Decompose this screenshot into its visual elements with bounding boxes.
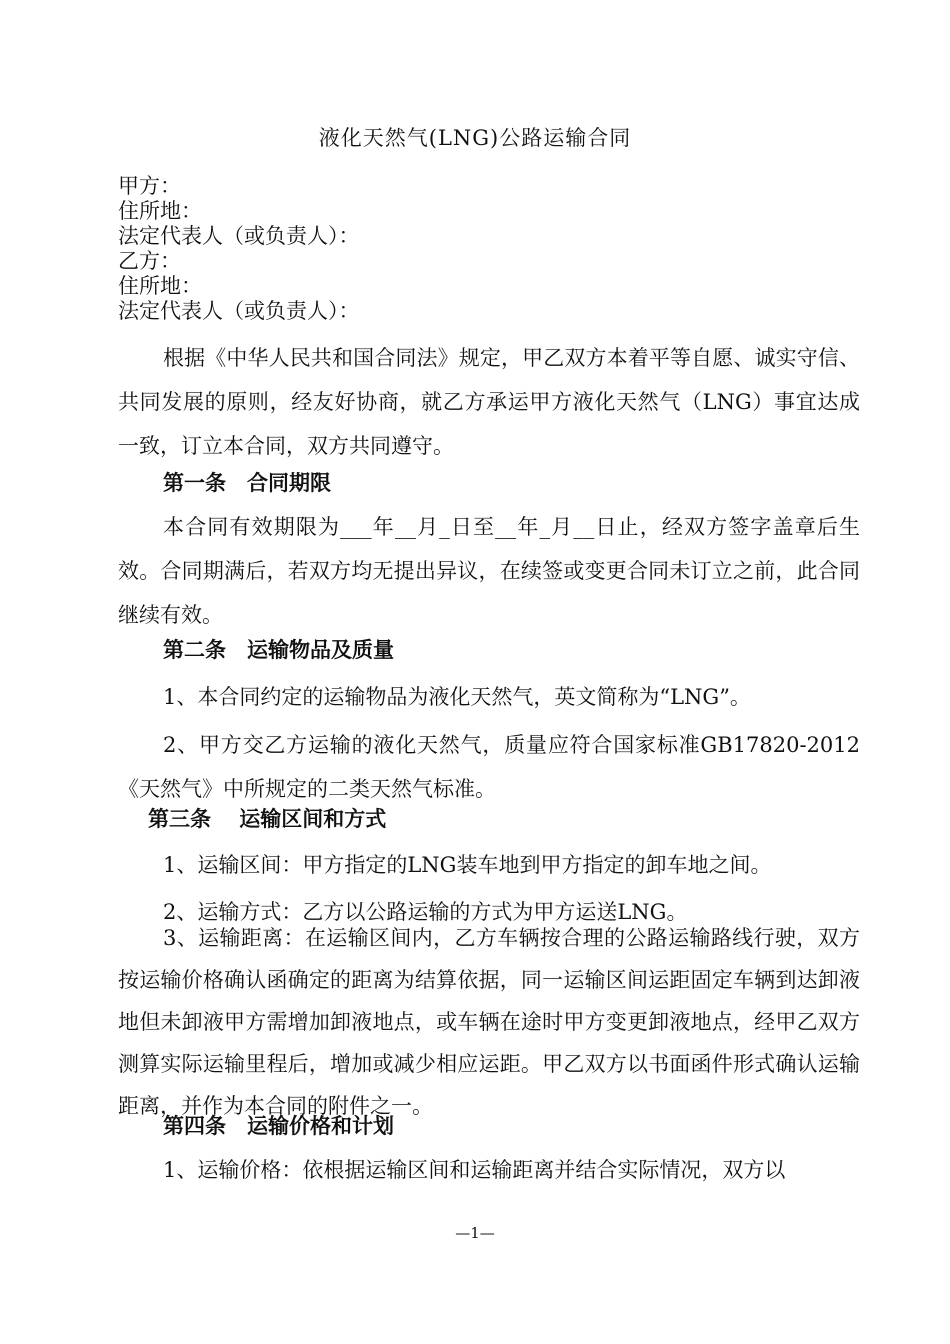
- page-number: —1—: [455, 1224, 495, 1242]
- article-3-heading: 第三条 运输区间和方式: [148, 807, 387, 831]
- party-a-label: 甲方：: [118, 174, 181, 198]
- party-a-address-label: 住所地：: [118, 199, 202, 223]
- article-1-text: 本合同有效期限为___年__月_日至__年_月__日止，经双方签字盖章后生效。合同期满后，若双方均无提出异议，在续签或变更合同未订立之前，此合同继续有效。: [118, 515, 860, 627]
- article-2-item-1: 1、本合同约定的运输物品为液化天然气，英文简称为“LNG”。: [163, 685, 751, 709]
- article-3-item-3: 3、运输距离：在运输区间内，乙方车辆按合理的公路运输路线行驶，双方按运输价格确认函确定的距离为结算依据，同一运输区间运距固定车辆到达卸液地但未卸液甲方需增加卸液地点，或车辆在途时甲方变更卸液地点，经甲乙双方测算实际运输里程后，增加或减少相应运距。甲乙双方以书面函件形式确认运输距离，并作为本合同的附件之一。: [118, 926, 860, 1118]
- article-4-heading: 第四条 运输价格和计划: [163, 1114, 394, 1138]
- article-1-heading: 第一条 合同期限: [163, 471, 331, 495]
- party-info: [118, 174, 360, 324]
- article-2-heading: 第二条 运输物品及质量: [163, 638, 394, 662]
- article-2-item-2: 2、甲方交乙方运输的液化天然气，质量应符合国家标准GB17820-2012《天然气》中所规定的二类天然气标准。: [118, 733, 860, 801]
- party-a-representative-label: 法定代表人（或负责人）：: [118, 224, 360, 248]
- article-3-item-2: 2、运输方式：乙方以公路运输的方式为甲方运送LNG。: [163, 900, 688, 924]
- article-4-item-1: 1、运输价格：依根据运输区间和运输距离并结合实际情况，双方以: [163, 1158, 786, 1182]
- document-title: 液化天然气(LNG)公路运输合同: [318, 126, 632, 150]
- party-b-address-label: 住所地：: [118, 274, 202, 298]
- party-b-representative-label: 法定代表人（或负责人）：: [118, 299, 360, 323]
- party-b-label: 乙方：: [118, 249, 181, 273]
- preamble-paragraph: 根据《中华人民共和国合同法》规定，甲乙双方本着平等自愿、诚实守信、共同发展的原则，经友好协商，就乙方承运甲方液化天然气（LNG）事宜达成一致，订立本合同，双方共同遵守。: [118, 346, 860, 458]
- article-3-item-1: 1、运输区间：甲方指定的LNG装车地到甲方指定的卸车地之间。: [163, 853, 772, 877]
